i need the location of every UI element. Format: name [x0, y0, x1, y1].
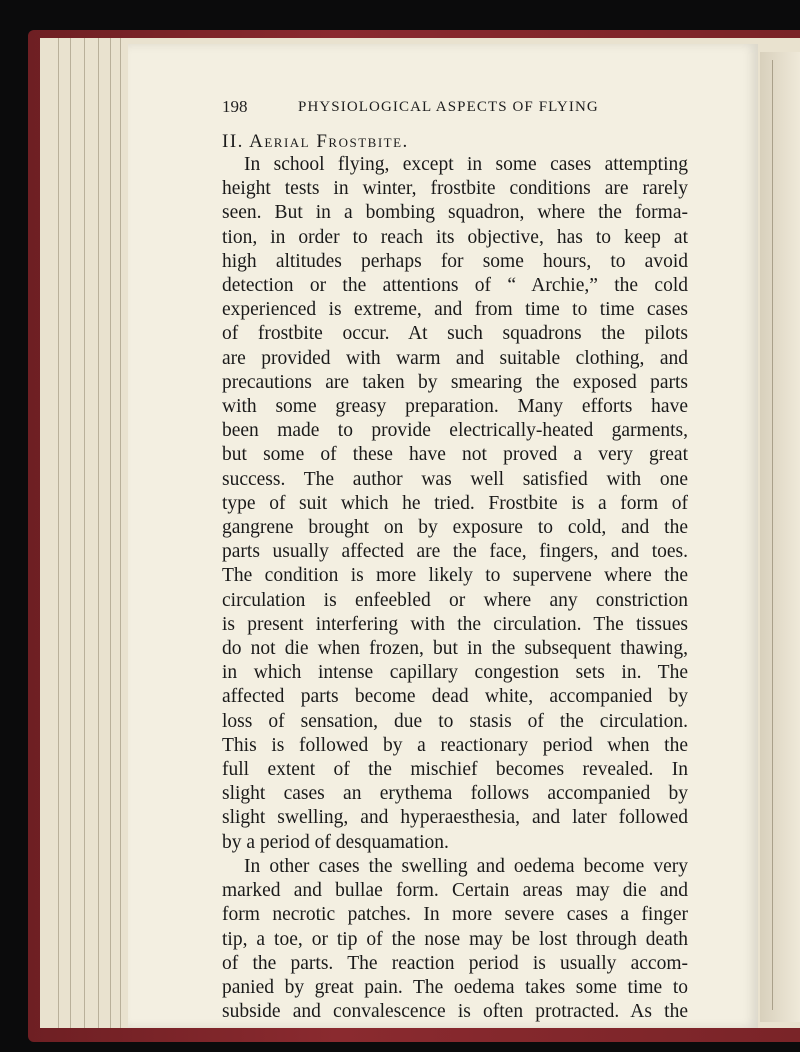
page-edge-line	[70, 38, 71, 1028]
text-line: success. The author was well satisfied with one	[222, 468, 688, 490]
text-line: panied by great pain. The oedema takes some time to	[222, 976, 688, 998]
text-line: loss of sensation, due to stasis of the circulation.	[222, 710, 688, 732]
running-title: PHYSIOLOGICAL ASPECTS OF FLYING	[298, 99, 599, 115]
text-line: marked and bullae form. Certain areas may die and	[222, 880, 688, 902]
text-line: with some greasy preparation. Many efforts have	[222, 396, 688, 418]
page-number: 198	[222, 97, 248, 116]
text-line: of the parts. The reaction period is usually accom-	[222, 952, 688, 974]
text-line: slight cases an erythema follows accompanied by	[222, 783, 688, 805]
text-line: seen. But in a bombing squadron, where the forma-	[222, 202, 688, 224]
text-line: in which intense capillary congestion sets in. The	[222, 662, 688, 684]
text-line: high altitudes perhaps for some hours, to avoid	[222, 250, 688, 272]
page-edge-line	[84, 38, 85, 1028]
text-line: height tests in winter, frostbite conditions are rarely	[222, 178, 688, 200]
page-edge-line	[110, 38, 111, 1028]
text-line: parts usually affected are the face, fingers, and toes.	[222, 541, 688, 563]
body-text	[222, 153, 688, 1024]
text-line: do not die when frozen, but in the subsequent thawing,	[222, 638, 688, 660]
facing-page-edge	[760, 52, 800, 1022]
text-line: In school flying, except in some cases attempting	[244, 154, 688, 175]
text-line: tip, a toe, or tip of the nose may be lost through death	[222, 928, 688, 950]
text-line: gangrene brought on by exposure to cold, and the	[222, 517, 688, 539]
page-edge-line	[98, 38, 99, 1028]
text-line: is present interfering with the circulation. The tissues	[222, 613, 688, 635]
text-line: This is followed by a reactionary period when the	[222, 734, 688, 756]
text-line: precautions are taken by smearing the exposed parts	[222, 371, 688, 393]
text-line: full extent of the mischief becomes revealed. In	[222, 759, 688, 781]
text-line: experienced is extreme, and from time to time cases	[222, 299, 688, 321]
text-line: but some of these have not proved a very great	[222, 444, 688, 466]
text-line: subside and convalescence is often protracted. As the	[222, 1001, 688, 1023]
page-edge-line	[58, 38, 59, 1028]
text-line: circulation is enfeebled or where any constriction	[222, 589, 688, 611]
text-line: The condition is more likely to supervene where the	[222, 565, 688, 587]
section-heading: II. Aerial Frostbite.	[222, 131, 409, 152]
text-line: affected parts become dead white, accompanied by	[222, 686, 688, 708]
text-line: slight swelling, and hyperaesthesia, and later followed	[222, 807, 688, 829]
text-line: are provided with warm and suitable clothing, and	[222, 347, 688, 369]
text-line: type of suit which he tried. Frostbite is a form of	[222, 492, 688, 514]
text-line: detection or the attentions of “ Archie,” the cold	[222, 275, 688, 297]
running-head	[222, 97, 762, 119]
book-gutter	[772, 60, 773, 1010]
text-line: of frostbite occur. At such squadrons the pilots	[222, 323, 688, 345]
text-line: by a period of desquamation.	[222, 831, 449, 853]
text-line: form necrotic patches. In more severe cases a finger	[222, 904, 688, 926]
page-edge-line	[120, 38, 121, 1028]
text-line: tion, in order to reach its objective, has to keep at	[222, 226, 688, 248]
text-line: been made to provide electrically-heated garments,	[222, 420, 688, 442]
text-line: In other cases the swelling and oedema become very	[244, 855, 688, 877]
